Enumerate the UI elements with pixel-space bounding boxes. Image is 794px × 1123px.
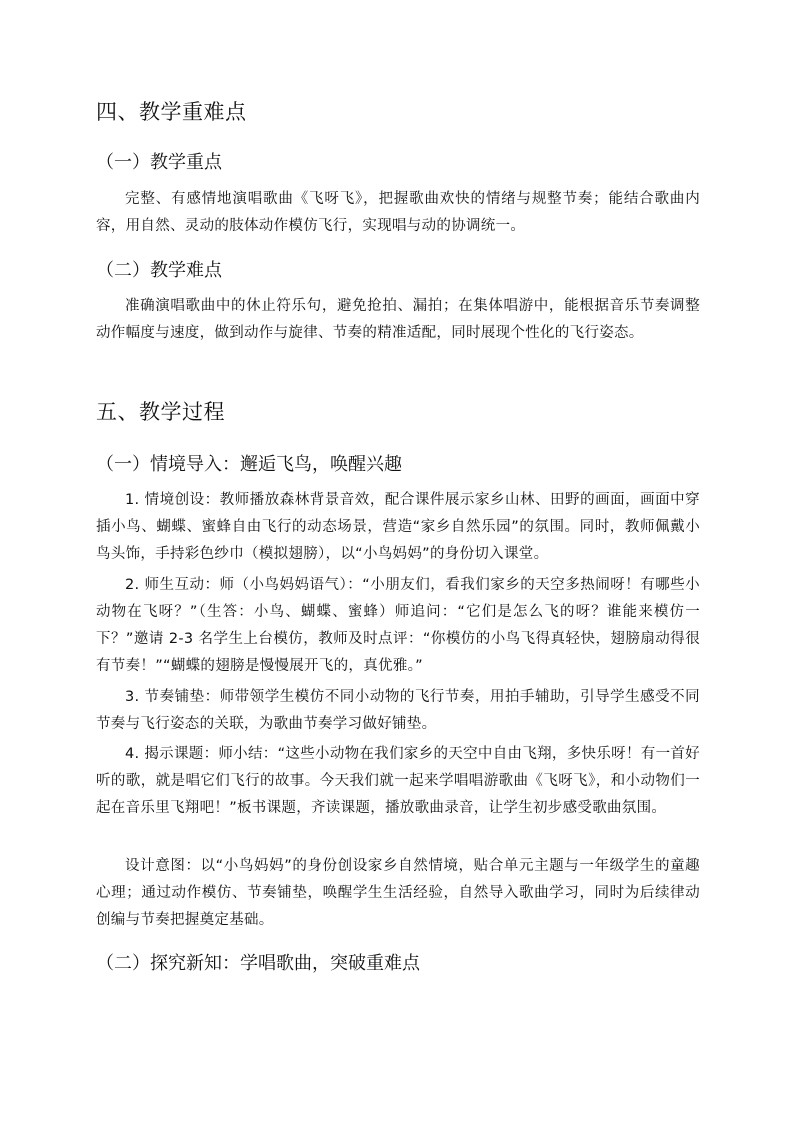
- section-heading-key-difficult-points: 四、教学重难点: [96, 100, 247, 124]
- list-item-situation-setup: 1. 情境创设：教师播放森林背景音效，配合课件展示家乡山林、田野的画面，画面中穿插小鸟、蝴蝶、蜜蜂自由飞行的动态场景，营造“家乡自然乐园”的氛围。同时，教师佩戴小鸟头饰，手持彩色纱巾（模拟翅膀），以“小鸟妈妈”的身份切入课堂。: [96, 492, 700, 562]
- subheading-situation-intro: （一）情境导入：邂逅飞鸟，唤醒兴趣: [96, 454, 402, 475]
- list-item-teacher-student-interaction: 2. 师生互动：师（小鸟妈妈语气）：“小朋友们，看我们家乡的天空多热闹呀！有哪些小动物在飞呀？”（生答：小鸟、蝴蝶、蜜蜂）师追问：“它们是怎么飞的呀？谁能来模仿一下？”邀请 2-3 名学生上台模仿，教师及时点评：“你模仿的小鸟飞得真轻快，翅膀扇动得很有节奏！”“蝴蝶的翅膀是慢慢展开飞的，真优雅。”: [96, 577, 700, 674]
- subheading-explore-new-knowledge: （二）探究新知：学唱歌曲，突破重难点: [96, 953, 420, 974]
- subheading-teaching-focus: （一）教学重点: [96, 152, 222, 173]
- paragraph-design-intent: 设计意图：以“小鸟妈妈”的身份创设家乡自然情境，贴合单元主题与一年级学生的童趣心理；通过动作模仿、节奏铺垫，唤醒学生生活经验，自然导入歌曲学习，同时为后续律动创编与节奏把握奠定基础。: [96, 858, 700, 928]
- list-item-reveal-topic: 4. 揭示课题：师小结：“这些小动物在我们家乡的天空中自由飞翔，多快乐呀！有一首好听的歌，就是唱它们飞行的故事。今天我们就一起来学唱唱游歌曲《飞呀飞》，和小动物们一起在音乐里飞翔吧！”板书课题，齐读课题，播放歌曲录音，让学生初步感受歌曲氛围。: [96, 746, 700, 816]
- paragraph-teaching-difficulty: 准确演唱歌曲中的休止符乐句，避免抢拍、漏拍；在集体唱游中，能根据音乐节奏调整动作幅度与速度，做到动作与旋律、节奏的精准适配，同时展现个性化的飞行姿态。: [96, 298, 700, 341]
- paragraph-teaching-focus: 完整、有感情地演唱歌曲《飞呀飞》，把握歌曲欢快的情绪与规整节奏；能结合歌曲内容，用自然、灵动的肢体动作模仿飞行，实现唱与动的协调统一。: [96, 191, 700, 234]
- section-heading-teaching-process: 五、教学过程: [96, 400, 225, 424]
- list-item-rhythm-preparation: 3. 节奏铺垫：师带领学生模仿不同小动物的飞行节奏，用拍手辅助，引导学生感受不同节奏与飞行姿态的关联，为歌曲节奏学习做好铺垫。: [96, 689, 700, 732]
- subheading-teaching-difficulty: （二）教学难点: [96, 260, 222, 281]
